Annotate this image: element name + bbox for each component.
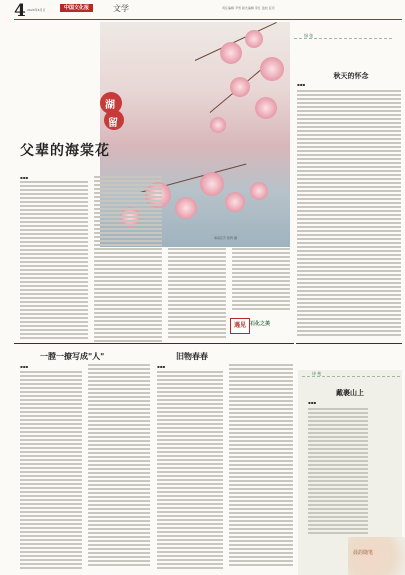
badge-glyph: 遇见 [230, 318, 250, 334]
badge-label: 石化之美 [250, 321, 271, 327]
page-number: 4 [14, 1, 26, 21]
masthead-rule [14, 19, 402, 20]
editor-credits: 责任编辑 尹雪 版式编辑 李红 监校 张庆 [222, 6, 275, 10]
feature-title: 父辈的海棠花 [20, 143, 110, 159]
lower-headline-mid: 旧物春春 [176, 351, 208, 361]
photo-caption: 海棠花开 陈辉 摄 [214, 236, 237, 240]
issue-date: 2024年6月日 [27, 8, 46, 12]
section-name: 文学 [113, 4, 129, 13]
feature-author: ▪▪▪ [20, 175, 29, 180]
right-article-title: 秋天的怀念 [333, 71, 369, 80]
poem-section-rule [296, 343, 402, 344]
feature-body-col4 [232, 248, 290, 316]
lower-section-rule [14, 343, 294, 344]
lower-col1 [20, 371, 82, 571]
poem-author: ▪▪▪ [308, 400, 317, 405]
poem-section-label: 诗 苑 [312, 371, 322, 376]
right-article-body [297, 90, 401, 338]
lower-col3 [157, 371, 223, 571]
bottom-illustration-label: 晨韵随笔 [353, 550, 374, 556]
lower-col4 [229, 364, 293, 571]
right-article-author: ▪▪▪ [297, 82, 306, 87]
bottom-illustration [348, 537, 405, 575]
lower-mid-author: ▪▪▪ [157, 364, 166, 369]
poem-body [308, 408, 368, 538]
column-badge [230, 318, 290, 332]
lower-headline-left: 一膛一撩写成"人" [40, 351, 105, 361]
right-section-label: 绿 弦 [304, 33, 314, 38]
feature-body-col1 [20, 181, 88, 341]
newspaper-logo: 中国文化报 [60, 4, 93, 12]
feature-body-col3 [168, 248, 226, 343]
feature-body-col2 [94, 176, 162, 346]
lower-col2 [88, 364, 150, 571]
lower-left-author: ▪▪▪ [20, 364, 29, 369]
poem-title: 戴裹山上 [336, 388, 364, 397]
seal-stamp: 湖 留 [98, 92, 126, 132]
right-section-header [290, 30, 405, 48]
